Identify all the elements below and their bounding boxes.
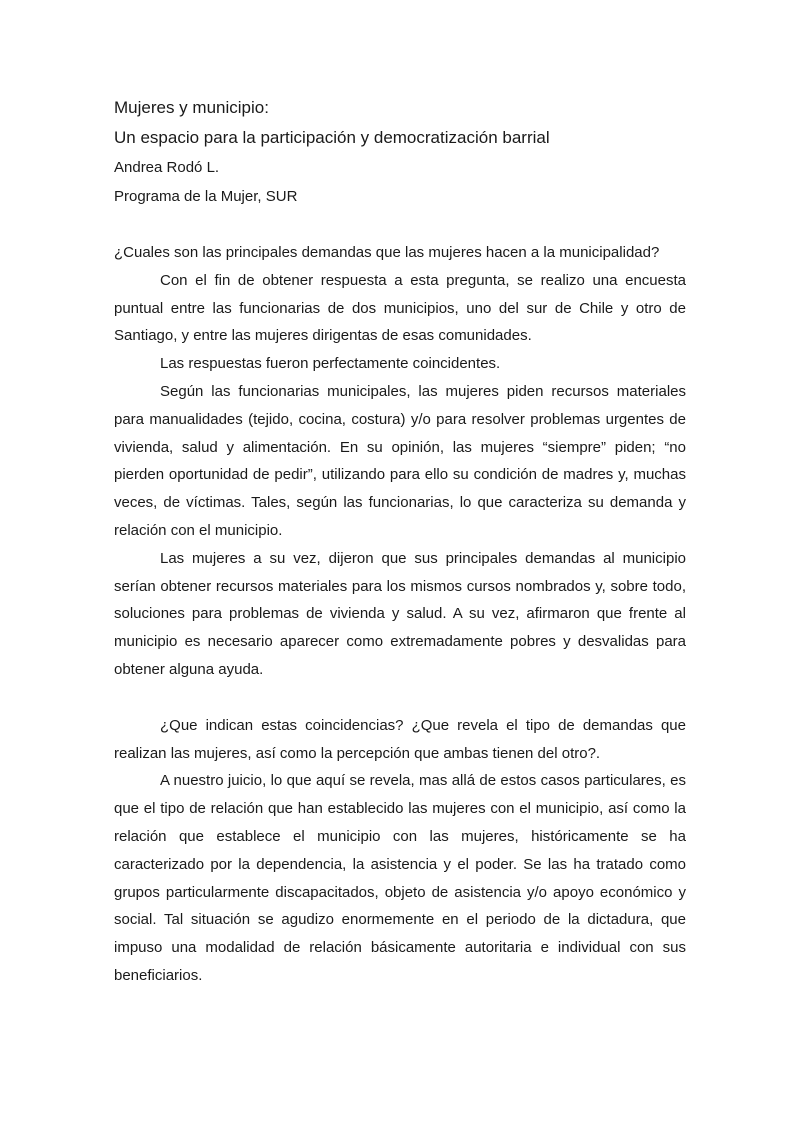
paragraph-officials: Según las funcionarias municipales, las mujeres piden recursos materiales para manualidades (tejido, cocina, costura) y/o para resolver problemas urgentes de vivienda, salud y alimentación. En su opinión, las mujeres “siempre” piden; “no pierden oportunidad de pedir”, utilizando para ello su condición de madres y, muchas veces, de víctimas. Tales, según las funcionarias, lo que caracteriza su demanda y relación con el municipio. [114, 382, 686, 539]
author-name: Andrea Rodó L. [114, 159, 220, 176]
document-page [114, 93, 686, 990]
section-spacer [114, 684, 686, 712]
paragraph-coincidences: ¿Que indican estas coincidencias? ¿Que revela el tipo de demandas que realizan las mujeres, así como la percepción que ambas tienen del otro?. [114, 716, 686, 762]
section-spacer [114, 211, 686, 239]
document-subtitle: Un espacio para la participación y democratización barrial [114, 128, 550, 147]
paragraph-judgment: A nuestro juicio, lo que aquí se revela, mas allá de estos casos particulares, es que el tipo de relación que han establecido las mujeres con el municipio, así como la relación que establece el municipio con las mujeres, históricamente se ha caracterizado por la dependencia, la asistencia y el poder. Se las ha tratado como grupos particularmente discapacitados, objeto de asistencia y/o apoyo económico y social. Tal situación se agudizo enormemente en el periodo de la dictadura, que impuso una modalidad de relación básicamente autoritaria e individual con sus beneficiarios. [114, 772, 686, 984]
paragraph-survey: Con el fin de obtener respuesta a esta pregunta, se realizo una encuesta puntual entre las funcionarias de dos municipios, uno del sur de Chile y otro de Santiago, y entre las mujeres dirigentas de esas comunidades. [114, 271, 686, 345]
paragraph-women: Las mujeres a su vez, dijeron que sus principales demandas al municipio serían obtener recursos materiales para los mismos cursos nombrados y, sobre todo, soluciones para problemas de vivienda y salud. A su vez, afirmaron que frente al municipio es necesario aparecer como extremadamente pobres y desvalidas para obtener alguna ayuda. [114, 549, 686, 678]
paragraph-question: ¿Cuales son las principales demandas que las mujeres hacen a la municipalidad? [114, 244, 660, 261]
author-affiliation: Programa de la Mujer, SUR [114, 188, 298, 205]
document-title: Mujeres y municipio: [114, 98, 269, 117]
paragraph-coincident: Las respuestas fueron perfectamente coincidentes. [160, 355, 501, 373]
